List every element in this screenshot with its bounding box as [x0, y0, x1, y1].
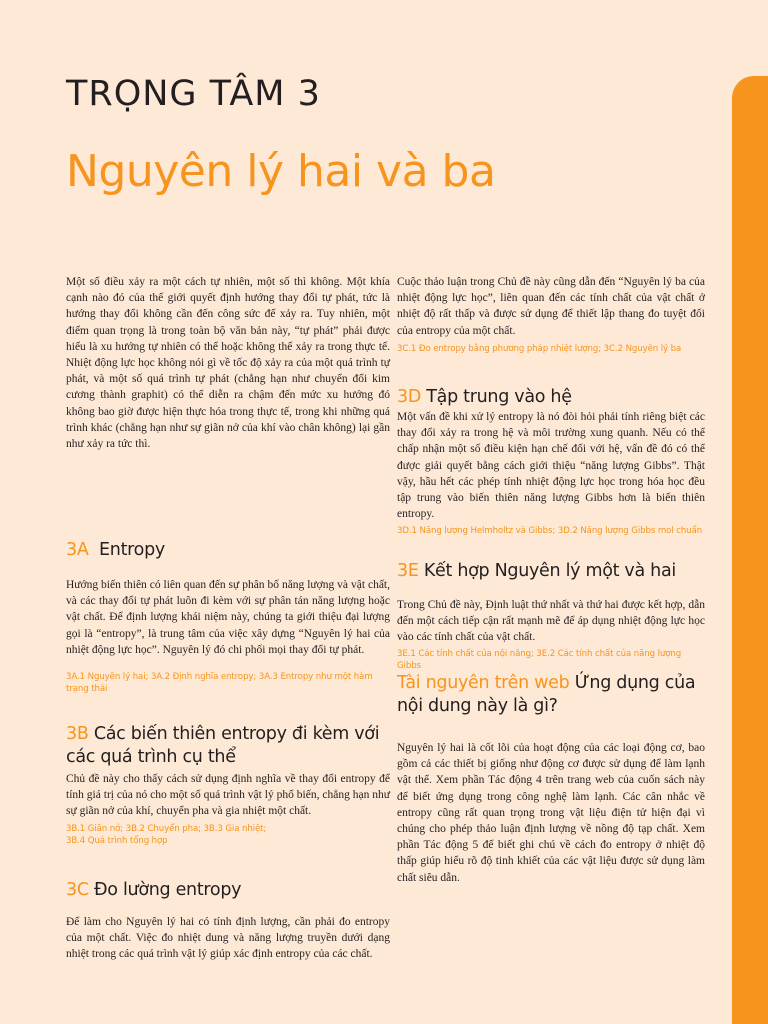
section-3d-title: Tập trung vào hệ [426, 387, 572, 407]
section-3a-text: Hướng biến thiên có liên quan đến sự phân bố năng lượng và vật chất, và các thay đổi tự phát luôn đi kèm với sự phân tán năng lượng hoặc vật chất. Để định lượng khái niệm này, chúng ta giới thiệu đại lượng gọi là “entropy”, là trung tâm của việc xây dựng “Nguyên lý hai của nhiệt động lực học”. Nguyên lý đó chi phối mọi thay đổi tự phát. [66, 579, 390, 656]
web-resource-section [397, 672, 705, 886]
section-3c-refs: 3C.1 Đo entropy bằng phương pháp nhiệt lượng; 3C.2 Nguyên lý ba [397, 343, 682, 354]
section-3c-title: Đo lường entropy [94, 880, 242, 900]
section-3b-number: 3B [66, 724, 89, 744]
section-3a-refs: 3A.1 Nguyên lý hai; 3A.2 Định nghĩa entropy; 3A.3 Entropy như một hàm trạng thái [66, 672, 373, 695]
section-3b-title: Các biến thiên entropy đi kèm với các quá trình cụ thể [66, 724, 380, 767]
section-3a [66, 539, 390, 695]
section-3b-refs-line1: 3B.1 Giãn nở; 3B.2 Chuyển pha; 3B.3 Gia nhiệt; [66, 823, 267, 834]
section-3b-text: Chủ đề này cho thấy cách sử dụng định nghĩa về thay đổi entropy để tính giá trị của nó cho một số quá trình vật lý phổ biến, chẳng hạn như sự giãn nở của khí, chuyển pha và gia nhiệt một chất. [66, 773, 390, 818]
focus-label: TRỌNG TÂM 3 [66, 74, 321, 114]
section-3e-text: Trong Chủ đề này, Định luật thứ nhất và thứ hai được kết hợp, dẫn đến một cách tiếp cận rất mạnh mẽ để áp dụng nhiệt động lực học vào các tính chất của vật chất. [397, 599, 705, 644]
section-3b-refs-line2: 3B.4 Quá trình tổng hợp [66, 835, 168, 846]
section-3d [397, 386, 705, 537]
section-3d-text: Một vấn đề khi xử lý entropy là nó đòi hỏi phải tính riêng biệt các thay đổi xảy ra trong hệ và môi trường xung quanh. Nếu có thể chấp nhận một số điều kiện hạn chế đối với hệ, vấn đề đó có thể được giải quyết bằng cách giới thiệu “năng lượng Gibbs”. Thật vậy, hầu hết các phép tính nhiệt động lực học trong hóa học đều tập trung vào biến thiên năng lượng Gibbs hơn là biến thiên entropy. [397, 411, 705, 521]
intro-section [66, 274, 390, 452]
web-resource-heading [397, 672, 705, 718]
focus-title: Nguyên lý hai và ba [66, 146, 496, 197]
section-3c-number: 3C [66, 880, 89, 900]
section-3e-title: Kết hợp Nguyên lý một và hai [423, 561, 676, 581]
section-3b-heading [66, 723, 390, 769]
section-3c-heading [66, 879, 390, 902]
web-resource-label: Tài nguyên trên web [397, 673, 570, 693]
section-3d-refs: 3D.1 Năng lượng Helmholtz và Gibbs; 3D.2 Năng lượng Gibbs mol chuẩn [397, 526, 703, 537]
section-3e-number: 3E [397, 561, 419, 581]
section-3c-text: Để làm cho Nguyên lý hai có tính định lượng, cần phải đo entropy của một chất. Việc đo nhiệt dung và năng lượng truyền dưới dạng nhiệt trong các quá trình vật lý giúp xác định entropy của các chất. [66, 916, 390, 961]
section-3e [397, 560, 705, 672]
section-3d-number: 3D [397, 387, 422, 407]
web-resource-question: Ứng dụng của nội dung này là gì? [397, 673, 696, 716]
web-resource-text: Nguyên lý hai là cốt lõi của hoạt động của các loại động cơ, bao gồm cả các thiết bị giống như động cơ được sử dụng để làm lạnh vật thể. Xem phần Tác động 4 trên trang web của cuốn sách này để biết ứng dụng trong công nghệ làm lạnh. Các cân nhắc về entropy cũng rất quan trọng trong vật liệu điện tử hiện đại vì chúng cho phép thảo luận định lượng về nồng độ tạp chất. Xem phần Tác động 5 để biết ghi chú về cách đo entropy ở nhiệt độ thấp giúp hiểu rõ độ tinh khiết của các vật liệu được sử dụng làm chất siêu dẫn. [397, 742, 705, 884]
section-3a-heading [66, 539, 390, 562]
section-3a-number: 3A [66, 540, 89, 560]
chapter-side-tab [732, 76, 768, 1024]
section-3d-heading [397, 386, 705, 409]
right-intro-section [397, 274, 705, 355]
intro-text: Một số điều xảy ra một cách tự nhiên, một số thì không. Một khía cạnh nào đó của thế giới quyết định hướng thay đổi tự phát, tức là hướng thay đổi không cần đến công sức để xảy ra. Tuy nhiên, một điểm quan trọng là trong toàn bộ văn bản này, “tự phát” phải được hiểu là xu hướng tự nhiên có thể hoặc không thể xảy ra trong thực tế. Nhiệt động lực học không nói gì về tốc độ xảy ra của một quá trình tự phát, và một số quá trình tự phát (chẳng hạn như chuyển đổi kim cương thành graphit) có thể diễn ra chậm đến mức xu hướng đó không bao giờ được hiện thực hóa trong thực tế, trong khi những quá trình khác (chẳng hạn như sự giãn nở của khí vào chân không) lại gần như xảy ra tức thì. [66, 276, 390, 451]
section-3e-refs: 3E.1 Các tính chất của nội năng; 3E.2 Các tính chất của năng lượng Gibbs [397, 648, 682, 671]
right-intro-text: Cuộc thảo luận trong Chủ đề này cũng dẫn đến “Nguyên lý ba của nhiệt động lực học”, liên quan đến các tính chất của vật chất ở nhiệt độ rất thấp và được sử dụng để thiết lập thang đo tuyệt đối của entropy của một chất. [397, 276, 705, 337]
section-3c [66, 879, 390, 963]
section-3b [66, 723, 390, 847]
section-3a-title: Entropy [99, 540, 165, 560]
section-3e-heading [397, 560, 705, 583]
